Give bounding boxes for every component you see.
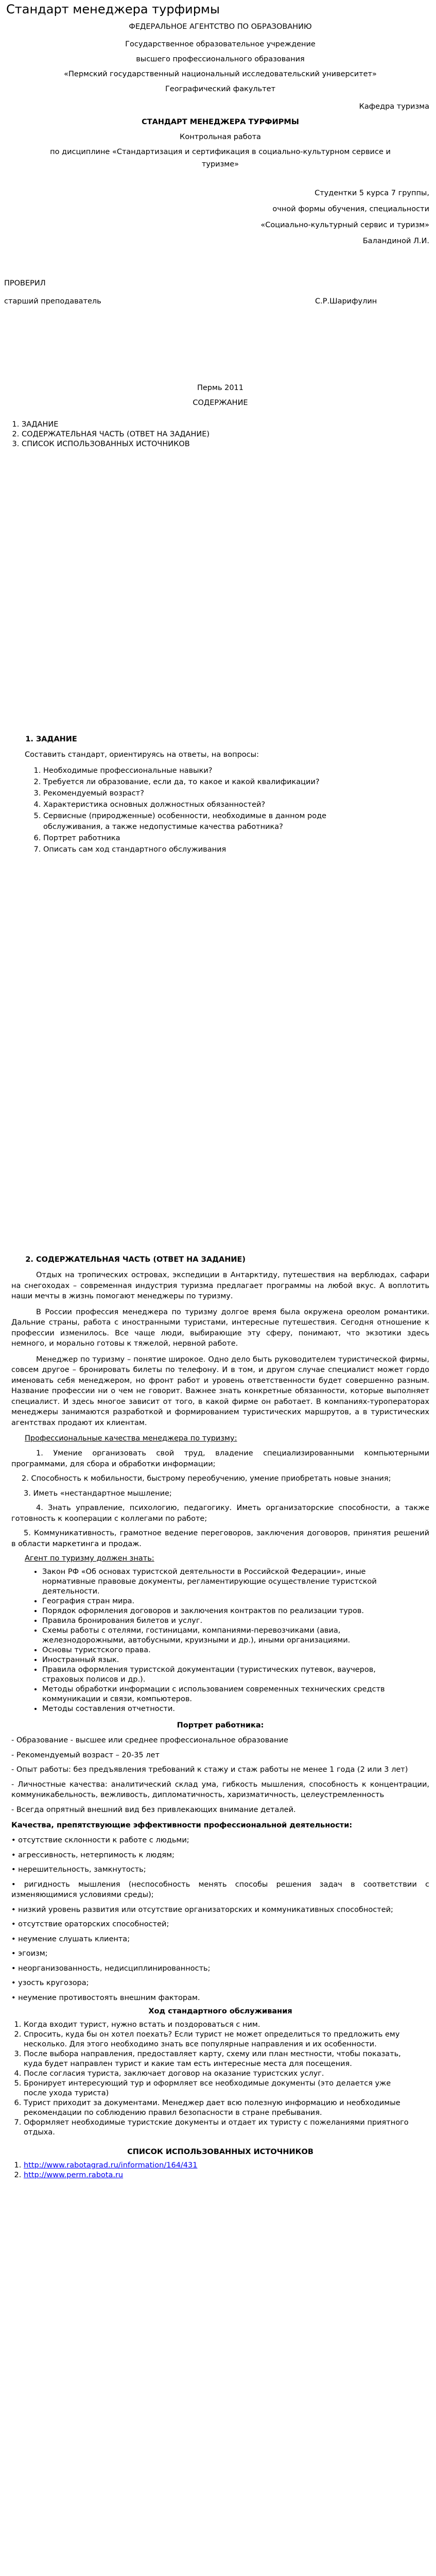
student-line-2: очной формы обучения, специальности: [272, 205, 429, 213]
service-step: 2. Спросить, куда бы он хотел поехать? Если турист не может определиться то предложить ему несколько. Для этого необходимо знать все популярные направления и их особенности.: [24, 2030, 415, 2049]
institution-line-2: высшего профессионального образования: [136, 55, 305, 63]
content-paragraph: Менеджер по туризму – понятие широкое. Одно дело быть руководителем туристической фирмы, совсем другое – бронировать билеты по телефону. И в том, и другом случае специалист может гордо именовать себя менеджером, но фронт работ и уровень ответственности будет совершенно разным. Название профессии ни о чем не говорит. Важнее знать конкретные обязанности, которые выполняет специалист. И здесь многое зависит от того, в какой фирме он работает. В компаниях-туроператорах менеджеры занимаются разработкой и формированием туристических маршрутов, а в туристических агентствах продают их клиентам.: [11, 1355, 429, 1427]
toc-item: 3. СПИСОК ИСПОЛЬЗОВАННЫХ ИСТОЧНИКОВ: [22, 439, 427, 449]
skill-item: 2. Способность к мобильности, быстрому переобучению, умение приобретать новые знания;: [22, 1475, 391, 1483]
city-year-block: [11, 383, 429, 409]
task-heading: 1. ЗАДАНИЕ: [36, 734, 429, 744]
know-item: • Методы обработки информации с использованием современных технических средств коммуникации и связи, компьютеров.: [42, 1685, 413, 1704]
student-line-4: Баландиной Л.И.: [362, 237, 429, 245]
title-page: [11, 21, 429, 247]
sources-heading: СПИСОК ИСПОЛЬЗОВАННЫХ ИСТОЧНИКОВ: [127, 2148, 313, 2156]
source-item: [24, 2161, 429, 2171]
teacher-line: [4, 297, 429, 310]
toc-item: 2. СОДЕРЖАТЕЛЬНАЯ ЧАСТЬ (ОТВЕТ НА ЗАДАНИЕ): [22, 430, 427, 439]
task-question: 1. Необходимые профессиональные навыки?: [43, 766, 414, 776]
know-item: • Схемы работы с отелями, гостиницами, компаниями-перевозчиками (авиа, железнодорожными, автобусными, круизными и др.), иными организациями.: [42, 1626, 413, 1646]
document-title: Стандарт менеджера турфирмы: [6, 2, 220, 16]
know-heading: Агент по туризму должен знать:: [25, 1554, 154, 1563]
portrait-item: - Рекомендуемый возраст – 20-35 лет: [11, 1751, 160, 1759]
content-section: [11, 1255, 429, 2180]
service-step: 1. Когда входит турист, нужно встать и поздороваться с ним.: [24, 2020, 415, 2030]
skill-item: 5. Коммуникативность, грамотное ведение переговоров, заключения договоров, принятия решений в области маркетинга и продаж.: [11, 1529, 429, 1548]
task-question: 6. Портрет работника: [43, 833, 414, 844]
department-name: Кафедра туризма: [359, 103, 429, 111]
main-title: СТАНДАРТ МЕНЕДЖЕРА ТУРФИРМЫ: [142, 118, 299, 126]
hinder-item: • неумение слушать клиента;: [11, 1935, 130, 1943]
service-step: 7. Оформляет необходимые туристские документы и отдает их туристу с пожеланиями приятного отдыха.: [24, 2118, 415, 2138]
discipline: по дисциплине «Стандартизация и сертификация в социально-культурном сервисе и туризме»: [50, 148, 391, 168]
source-link[interactable]: http://www.rabotagrad.ru/information/164/431: [24, 2161, 198, 2170]
know-item: • Основы туристского права.: [42, 1646, 413, 1655]
portrait-item: - Образование - высшее или среднее профессиональное образование: [11, 1736, 288, 1744]
service-step: 5. Бронирует интересующий тур и оформляет все необходимые документы (это делается уже после ухода туриста): [24, 2079, 415, 2098]
portrait-item: - Всегда опрятный внешний вид без привлекающих внимание деталей.: [11, 1805, 296, 1814]
hinder-item: • отсутствие склонности к работе с людьми;: [11, 1836, 189, 1844]
task-question: 7. Описать сам ход стандартного обслуживания: [43, 844, 414, 855]
hinder-item: • агрессивность, нетерпимость к людям;: [11, 1851, 175, 1859]
know-item: • Закон РФ «Об основах туристской деятельности в Российской Федерации», иные нормативные правовые документы, регламентирующие осуществление туристской деятельности.: [42, 1567, 413, 1597]
content-paragraph: В России профессия менеджера по туризму долгое время была окружена ореолом романтики. Дальние страны, работа с иностранными туристами, интересные путешествия. Сегодня отношение к профессии изменилось. Все чаще люди, выбирающие эту сферу, понимают, что экзотики здесь немного, и морально готовы к тяжелой, нервной работе.: [11, 1308, 429, 1348]
content-heading: 2. СОДЕРЖАТЕЛЬНАЯ ЧАСТЬ (ОТВЕТ НА ЗАДАНИЕ): [36, 1255, 429, 1265]
institution-line-1: Государственное образовательное учреждение: [125, 40, 316, 48]
toc-item: 1. ЗАДАНИЕ: [22, 420, 427, 430]
student-line-1: Студентки 5 курса 7 группы,: [315, 189, 429, 197]
table-of-contents: [9, 420, 427, 449]
service-step: 3. После выбора направления, предоставляет карту, схему или план местности, чтобы показать, куда будет направлен турист и какие там есть интересные места для посещения.: [24, 2049, 415, 2069]
faculty-name: Географический факультет: [165, 85, 276, 93]
know-item: • Порядок оформления договоров и заключения контрактов по реализации туров.: [42, 1606, 413, 1616]
hinder-item: • низкий уровень развития или отсутствие организаторских и коммуникативных способностей;: [11, 1905, 393, 1914]
hinder-item: • ригидность мышления (неспособность менять способы решения задач в соответствии с изменяющимися условиями среды);: [11, 1880, 429, 1899]
source-link[interactable]: http://www.perm.rabota.ru: [24, 2171, 124, 2179]
checked-block: [4, 278, 429, 310]
university-name: «Пермский государственный национальный исследовательский университет»: [64, 70, 377, 78]
contents-heading: СОДЕРЖАНИЕ: [193, 399, 248, 407]
hinder-item: • нерешительность, замкнутость;: [11, 1866, 146, 1874]
skill-item: 3. Иметь «нестандартное мышление;: [24, 1489, 172, 1498]
portrait-heading: Портрет работника:: [177, 1721, 264, 1730]
task-question: 4. Характеристика основных должностных обязанностей?: [43, 800, 414, 810]
hinder-item: • узость кругозора;: [11, 1979, 89, 1987]
service-step: 4. После согласия туриста, заключает договор на оказание туристских услуг.: [24, 2069, 415, 2079]
service-step: 6. Турист приходит за документами. Менеджер дает всю полезную информацию и необходимые рекомендации по соблюдению правил безопасности в стране пребывания.: [24, 2098, 415, 2118]
know-item: • География стран мира.: [42, 1597, 413, 1606]
know-item: • Правила оформления туристской документации (туристических путевок, ваучеров, страховых полисов и др.).: [42, 1665, 413, 1685]
checked-label: ПРОВЕРИЛ: [4, 279, 46, 287]
task-question: 3. Рекомендуемый возраст?: [43, 788, 414, 799]
skills-heading: Профессиональные качества менеджера по туризму:: [25, 1434, 237, 1443]
know-item: • Методы составления отчетности.: [42, 1704, 413, 1714]
city-year: Пермь 2011: [197, 384, 244, 392]
know-item: • Иностранный язык.: [42, 1655, 413, 1665]
hinder-heading: Качества, препятствующие эффективности профессиональной деятельности:: [11, 1821, 353, 1829]
service-heading: Ход стандартного обслуживания: [148, 2007, 292, 2015]
student-line-3: «Социально-культурный сервис и туризм»: [260, 221, 429, 229]
hinder-item: • неорганизованность, недисциплинированность;: [11, 1964, 211, 1973]
skill-item: 1. Умение организовать свой труд, владение специализированными компьютерными программами, для сбора и обработки информации;: [11, 1449, 429, 1468]
hinder-item: • эгоизм;: [11, 1950, 48, 1958]
task-intro: Составить стандарт, ориентируясь на ответы, на вопросы:: [25, 751, 259, 759]
teacher-name: С.Р.Шарифулин: [315, 297, 377, 306]
know-item: • Правила бронирования билетов и услуг.: [42, 1616, 413, 1626]
portrait-item: - Личностные качества: аналитический склад ума, гибкость мышления, способность к концентрации, коммуникабельность, вежливость, дипломатичность, харизматичность, целеустремленность: [11, 1780, 429, 1799]
agency-name: ФЕДЕРАЛЬНОЕ АГЕНТСТВО ПО ОБРАЗОВАНИЮ: [129, 23, 312, 31]
content-paragraph: Отдых на тропических островах, экспедиции в Антарктиду, путешествия на верблюдах, сафари на снегоходах – современная индустрия туризма предлагает программы на любой вкус. А воплотить наши мечты в жизнь помогают менеджеры по туризму.: [11, 1271, 429, 1300]
portrait-item: - Опыт работы: без предъявления требований к стажу и стаж работы не менее 1 года (2 или 3 лет): [11, 1766, 408, 1774]
hinder-item: • отсутствие ораторских способностей;: [11, 1920, 169, 1928]
teacher-role: старший преподаватель: [4, 297, 101, 306]
task-question: 5. Сервисные (природженные) особенности, необходимые в данном роде обслуживания, а также недопустимые качества работника?: [43, 811, 414, 833]
task-section: [11, 734, 429, 856]
source-item: [24, 2171, 429, 2180]
work-type: Контрольная работа: [180, 133, 261, 141]
skill-item: 4. Знать управление, психологию, педагогику. Иметь организаторские способности, а также готовность к кооперации с коллегами по работе;: [11, 1504, 429, 1523]
hinder-item: • неумение противостоять внешним факторам.: [11, 1993, 200, 2002]
task-question: 2. Требуется ли образование, если да, то какое и какой квалификации?: [43, 777, 414, 788]
